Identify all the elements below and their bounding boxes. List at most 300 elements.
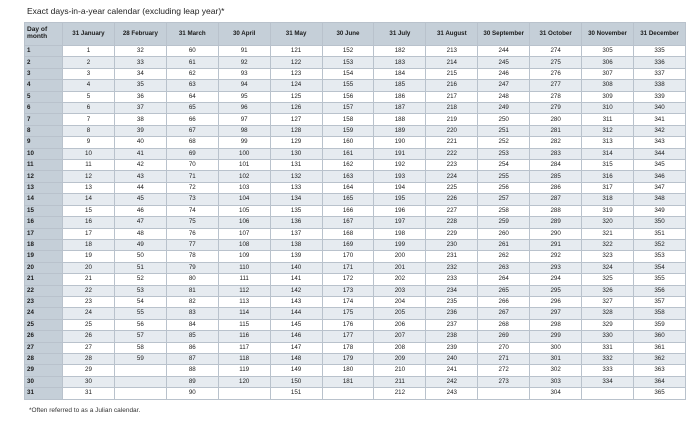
day-of-year-cell: 343 — [633, 137, 685, 148]
day-of-year-cell: 51 — [114, 262, 166, 273]
day-of-year-cell: 236 — [426, 308, 478, 319]
day-of-year-cell: 123 — [270, 68, 322, 79]
header-month-12: 31 December — [633, 23, 685, 46]
day-of-year-cell: 37 — [114, 103, 166, 114]
day-of-year-cell: 223 — [426, 160, 478, 171]
table-row — [25, 319, 686, 330]
day-of-year-cell: 283 — [530, 148, 582, 159]
day-of-year-cell: 166 — [322, 205, 374, 216]
day-of-year-cell: 124 — [270, 80, 322, 91]
day-of-year-cell: 60 — [166, 46, 218, 57]
day-of-year-cell: 105 — [218, 205, 270, 216]
header-day-of-month: Day of month — [25, 23, 63, 46]
table-row — [25, 251, 686, 262]
day-of-year-cell: 78 — [166, 251, 218, 262]
day-of-year-cell: 251 — [478, 125, 530, 136]
day-of-year-cell: 272 — [478, 365, 530, 376]
day-of-year-cell: 125 — [270, 91, 322, 102]
day-of-month-cell: 27 — [25, 342, 63, 353]
header-month-10: 31 October — [530, 23, 582, 46]
day-of-year-cell: 82 — [166, 296, 218, 307]
day-of-year-cell: 65 — [166, 103, 218, 114]
day-of-year-cell: 24 — [63, 308, 115, 319]
table-row — [25, 46, 686, 57]
day-of-year-cell: 327 — [582, 296, 634, 307]
day-of-year-cell: 305 — [582, 46, 634, 57]
table-row — [25, 217, 686, 228]
day-of-year-cell: 273 — [478, 376, 530, 387]
day-of-year-cell: 62 — [166, 68, 218, 79]
table-body — [25, 46, 686, 400]
day-of-year-cell: 329 — [582, 319, 634, 330]
day-of-year-cell: 291 — [530, 239, 582, 250]
calendar-title: Exact days-in-a-year calendar (excluding leap year)* — [27, 6, 225, 16]
day-of-year-cell: 203 — [374, 285, 426, 296]
day-of-year-cell: 149 — [270, 365, 322, 376]
day-of-month-cell: 17 — [25, 228, 63, 239]
day-of-year-cell: 301 — [530, 353, 582, 364]
day-of-year-cell: 20 — [63, 262, 115, 273]
day-of-year-cell: 317 — [582, 182, 634, 193]
day-of-year-cell: 131 — [270, 160, 322, 171]
day-of-year-cell: 216 — [426, 80, 478, 91]
day-of-year-cell: 186 — [374, 91, 426, 102]
day-of-year-cell: 270 — [478, 342, 530, 353]
day-of-year-cell: 113 — [218, 296, 270, 307]
day-of-year-cell: 164 — [322, 182, 374, 193]
day-of-year-cell — [582, 388, 634, 400]
day-of-year-cell: 77 — [166, 239, 218, 250]
day-of-year-cell: 180 — [322, 365, 374, 376]
day-of-year-cell: 274 — [530, 46, 582, 57]
day-of-year-cell: 44 — [114, 182, 166, 193]
day-of-year-cell: 252 — [478, 137, 530, 148]
day-of-year-cell: 315 — [582, 160, 634, 171]
day-of-year-cell: 268 — [478, 319, 530, 330]
day-of-year-cell: 346 — [633, 171, 685, 182]
day-of-year-cell: 17 — [63, 228, 115, 239]
day-of-month-cell: 25 — [25, 319, 63, 330]
day-of-year-cell: 233 — [426, 274, 478, 285]
day-of-year-cell: 297 — [530, 308, 582, 319]
day-of-year-cell: 351 — [633, 228, 685, 239]
day-of-year-cell: 229 — [426, 228, 478, 239]
table-row — [25, 228, 686, 239]
day-of-year-cell: 182 — [374, 46, 426, 57]
day-of-year-cell: 107 — [218, 228, 270, 239]
day-of-year-cell: 230 — [426, 239, 478, 250]
day-of-year-cell: 349 — [633, 205, 685, 216]
day-of-year-cell: 238 — [426, 331, 478, 342]
header-month-11: 30 November — [582, 23, 634, 46]
day-of-year-cell: 287 — [530, 194, 582, 205]
day-of-year-cell: 145 — [270, 319, 322, 330]
day-of-year-cell: 84 — [166, 319, 218, 330]
day-of-year-cell: 147 — [270, 342, 322, 353]
day-of-year-cell: 302 — [530, 365, 582, 376]
day-of-month-cell: 16 — [25, 217, 63, 228]
day-of-year-cell: 128 — [270, 125, 322, 136]
day-of-year-cell: 70 — [166, 160, 218, 171]
day-of-year-cell: 58 — [114, 342, 166, 353]
header-month-3: 31 March — [166, 23, 218, 46]
table-row — [25, 137, 686, 148]
day-of-year-cell: 260 — [478, 228, 530, 239]
day-of-year-cell: 204 — [374, 296, 426, 307]
day-of-year-cell — [114, 365, 166, 376]
day-of-year-cell: 355 — [633, 274, 685, 285]
day-of-year-cell: 319 — [582, 205, 634, 216]
day-of-year-cell: 172 — [322, 274, 374, 285]
day-of-year-cell: 61 — [166, 57, 218, 68]
day-of-year-cell: 234 — [426, 285, 478, 296]
table-row — [25, 80, 686, 91]
day-of-year-cell: 318 — [582, 194, 634, 205]
day-of-year-cell: 74 — [166, 205, 218, 216]
day-of-year-cell: 167 — [322, 217, 374, 228]
header-month-4: 30 April — [218, 23, 270, 46]
day-of-year-cell: 158 — [322, 114, 374, 125]
day-of-year-cell: 359 — [633, 319, 685, 330]
day-of-year-cell: 127 — [270, 114, 322, 125]
days-in-year-table — [24, 22, 686, 400]
day-of-year-cell: 162 — [322, 160, 374, 171]
header-month-5: 31 May — [270, 23, 322, 46]
day-of-year-cell: 94 — [218, 80, 270, 91]
day-of-year-cell: 102 — [218, 171, 270, 182]
day-of-year-cell: 282 — [530, 137, 582, 148]
day-of-year-cell: 198 — [374, 228, 426, 239]
table-row — [25, 160, 686, 171]
day-of-year-cell: 134 — [270, 194, 322, 205]
header-month-9: 30 September — [478, 23, 530, 46]
day-of-year-cell: 39 — [114, 125, 166, 136]
day-of-year-cell: 350 — [633, 217, 685, 228]
day-of-year-cell: 72 — [166, 182, 218, 193]
day-of-year-cell: 194 — [374, 182, 426, 193]
day-of-month-cell: 6 — [25, 103, 63, 114]
day-of-year-cell — [218, 388, 270, 400]
day-of-year-cell: 342 — [633, 125, 685, 136]
day-of-year-cell: 151 — [270, 388, 322, 400]
day-of-year-cell: 333 — [582, 365, 634, 376]
day-of-year-cell: 18 — [63, 239, 115, 250]
day-of-year-cell: 222 — [426, 148, 478, 159]
header-month-8: 31 August — [426, 23, 478, 46]
day-of-year-cell: 165 — [322, 194, 374, 205]
day-of-year-cell: 306 — [582, 57, 634, 68]
day-of-year-cell: 13 — [63, 182, 115, 193]
day-of-month-cell: 18 — [25, 239, 63, 250]
day-of-year-cell: 71 — [166, 171, 218, 182]
day-of-year-cell: 157 — [322, 103, 374, 114]
day-of-year-cell: 219 — [426, 114, 478, 125]
day-of-month-cell: 19 — [25, 251, 63, 262]
day-of-year-cell: 320 — [582, 217, 634, 228]
day-of-year-cell: 224 — [426, 171, 478, 182]
day-of-year-cell: 328 — [582, 308, 634, 319]
day-of-year-cell: 290 — [530, 228, 582, 239]
day-of-year-cell: 257 — [478, 194, 530, 205]
day-of-month-cell: 24 — [25, 308, 63, 319]
day-of-year-cell: 316 — [582, 171, 634, 182]
day-of-year-cell: 120 — [218, 376, 270, 387]
day-of-year-cell: 250 — [478, 114, 530, 125]
day-of-year-cell: 6 — [63, 103, 115, 114]
day-of-year-cell: 55 — [114, 308, 166, 319]
day-of-year-cell: 249 — [478, 103, 530, 114]
day-of-year-cell: 286 — [530, 182, 582, 193]
day-of-year-cell: 326 — [582, 285, 634, 296]
day-of-year-cell: 4 — [63, 80, 115, 91]
day-of-year-cell: 108 — [218, 239, 270, 250]
day-of-year-cell: 332 — [582, 353, 634, 364]
day-of-month-cell: 26 — [25, 331, 63, 342]
day-of-year-cell: 168 — [322, 228, 374, 239]
day-of-year-cell: 48 — [114, 228, 166, 239]
day-of-year-cell: 96 — [218, 103, 270, 114]
day-of-year-cell: 118 — [218, 353, 270, 364]
day-of-year-cell: 14 — [63, 194, 115, 205]
day-of-year-cell: 247 — [478, 80, 530, 91]
day-of-year-cell: 112 — [218, 285, 270, 296]
day-of-year-cell: 178 — [322, 342, 374, 353]
day-of-year-cell: 139 — [270, 251, 322, 262]
day-of-year-cell: 3 — [63, 68, 115, 79]
day-of-month-cell: 2 — [25, 57, 63, 68]
day-of-year-cell: 362 — [633, 353, 685, 364]
day-of-year-cell: 116 — [218, 331, 270, 342]
day-of-year-cell: 239 — [426, 342, 478, 353]
day-of-month-cell: 8 — [25, 125, 63, 136]
day-of-year-cell: 109 — [218, 251, 270, 262]
day-of-year-cell: 174 — [322, 296, 374, 307]
day-of-year-cell: 143 — [270, 296, 322, 307]
day-of-year-cell: 27 — [63, 342, 115, 353]
day-of-year-cell: 334 — [582, 376, 634, 387]
day-of-year-cell: 258 — [478, 205, 530, 216]
day-of-year-cell: 176 — [322, 319, 374, 330]
day-of-month-cell: 10 — [25, 148, 63, 159]
day-of-year-cell: 106 — [218, 217, 270, 228]
day-of-year-cell: 67 — [166, 125, 218, 136]
day-of-year-cell: 119 — [218, 365, 270, 376]
day-of-year-cell: 89 — [166, 376, 218, 387]
day-of-year-cell: 140 — [270, 262, 322, 273]
day-of-year-cell: 214 — [426, 57, 478, 68]
day-of-year-cell: 364 — [633, 376, 685, 387]
table-row — [25, 57, 686, 68]
day-of-year-cell: 141 — [270, 274, 322, 285]
day-of-year-cell: 53 — [114, 285, 166, 296]
day-of-year-cell: 217 — [426, 91, 478, 102]
day-of-year-cell: 76 — [166, 228, 218, 239]
day-of-year-cell: 144 — [270, 308, 322, 319]
day-of-year-cell: 36 — [114, 91, 166, 102]
day-of-year-cell: 110 — [218, 262, 270, 273]
day-of-month-cell: 28 — [25, 353, 63, 364]
table-row — [25, 171, 686, 182]
day-of-year-cell: 111 — [218, 274, 270, 285]
day-of-year-cell: 201 — [374, 262, 426, 273]
day-of-year-cell: 244 — [478, 46, 530, 57]
day-of-year-cell: 117 — [218, 342, 270, 353]
day-of-year-cell: 265 — [478, 285, 530, 296]
day-of-year-cell: 262 — [478, 251, 530, 262]
day-of-year-cell: 156 — [322, 91, 374, 102]
day-of-month-cell: 20 — [25, 262, 63, 273]
day-of-year-cell: 19 — [63, 251, 115, 262]
day-of-year-cell: 184 — [374, 68, 426, 79]
day-of-year-cell: 253 — [478, 148, 530, 159]
day-of-year-cell: 79 — [166, 262, 218, 273]
day-of-year-cell: 340 — [633, 103, 685, 114]
day-of-year-cell: 303 — [530, 376, 582, 387]
day-of-year-cell: 155 — [322, 80, 374, 91]
day-of-year-cell: 115 — [218, 319, 270, 330]
day-of-year-cell: 311 — [582, 114, 634, 125]
day-of-year-cell: 300 — [530, 342, 582, 353]
day-of-year-cell: 85 — [166, 331, 218, 342]
day-of-year-cell: 25 — [63, 319, 115, 330]
day-of-year-cell: 114 — [218, 308, 270, 319]
day-of-month-cell: 1 — [25, 46, 63, 57]
day-of-year-cell: 45 — [114, 194, 166, 205]
day-of-month-cell: 13 — [25, 182, 63, 193]
day-of-year-cell: 352 — [633, 239, 685, 250]
day-of-year-cell: 175 — [322, 308, 374, 319]
header-month-1: 31 January — [63, 23, 115, 46]
day-of-year-cell: 86 — [166, 342, 218, 353]
day-of-year-cell: 101 — [218, 160, 270, 171]
day-of-year-cell: 64 — [166, 91, 218, 102]
day-of-year-cell: 313 — [582, 137, 634, 148]
day-of-year-cell: 161 — [322, 148, 374, 159]
day-of-year-cell: 206 — [374, 319, 426, 330]
day-of-year-cell: 279 — [530, 103, 582, 114]
day-of-year-cell: 307 — [582, 68, 634, 79]
day-of-year-cell: 66 — [166, 114, 218, 125]
table-row — [25, 262, 686, 273]
day-of-year-cell: 28 — [63, 353, 115, 364]
day-of-year-cell: 132 — [270, 171, 322, 182]
calendar-table-container — [24, 22, 686, 400]
day-of-year-cell: 183 — [374, 57, 426, 68]
day-of-year-cell: 43 — [114, 171, 166, 182]
day-of-year-cell: 22 — [63, 285, 115, 296]
day-of-year-cell: 11 — [63, 160, 115, 171]
day-of-year-cell: 267 — [478, 308, 530, 319]
day-of-year-cell: 2 — [63, 57, 115, 68]
day-of-year-cell — [114, 388, 166, 400]
day-of-year-cell: 200 — [374, 251, 426, 262]
day-of-year-cell: 26 — [63, 331, 115, 342]
day-of-year-cell: 325 — [582, 274, 634, 285]
day-of-year-cell: 63 — [166, 80, 218, 91]
day-of-year-cell: 215 — [426, 68, 478, 79]
table-row — [25, 353, 686, 364]
day-of-year-cell: 41 — [114, 148, 166, 159]
day-of-year-cell: 181 — [322, 376, 374, 387]
day-of-year-cell: 49 — [114, 239, 166, 250]
day-of-year-cell: 21 — [63, 274, 115, 285]
day-of-year-cell: 142 — [270, 285, 322, 296]
day-of-year-cell: 321 — [582, 228, 634, 239]
day-of-year-cell: 304 — [530, 388, 582, 400]
day-of-year-cell: 243 — [426, 388, 478, 400]
day-of-year-cell: 314 — [582, 148, 634, 159]
day-of-year-cell: 99 — [218, 137, 270, 148]
day-of-month-cell: 7 — [25, 114, 63, 125]
day-of-year-cell: 98 — [218, 125, 270, 136]
day-of-year-cell: 294 — [530, 274, 582, 285]
day-of-year-cell: 246 — [478, 68, 530, 79]
day-of-month-cell: 12 — [25, 171, 63, 182]
day-of-year-cell: 163 — [322, 171, 374, 182]
day-of-year-cell: 80 — [166, 274, 218, 285]
day-of-year-cell: 213 — [426, 46, 478, 57]
day-of-year-cell: 150 — [270, 376, 322, 387]
day-of-year-cell: 276 — [530, 68, 582, 79]
day-of-year-cell: 179 — [322, 353, 374, 364]
day-of-year-cell: 275 — [530, 57, 582, 68]
day-of-year-cell: 16 — [63, 217, 115, 228]
table-row — [25, 331, 686, 342]
day-of-year-cell: 29 — [63, 365, 115, 376]
day-of-year-cell: 169 — [322, 239, 374, 250]
day-of-year-cell: 90 — [166, 388, 218, 400]
day-of-year-cell: 266 — [478, 296, 530, 307]
day-of-year-cell: 148 — [270, 353, 322, 364]
table-row — [25, 274, 686, 285]
table-row — [25, 296, 686, 307]
table-row — [25, 239, 686, 250]
day-of-year-cell: 335 — [633, 46, 685, 57]
day-of-year-cell: 188 — [374, 114, 426, 125]
day-of-year-cell: 295 — [530, 285, 582, 296]
day-of-year-cell: 7 — [63, 114, 115, 125]
table-row — [25, 376, 686, 387]
day-of-year-cell: 73 — [166, 194, 218, 205]
day-of-year-cell: 31 — [63, 388, 115, 400]
day-of-year-cell: 1 — [63, 46, 115, 57]
table-row — [25, 68, 686, 79]
day-of-year-cell: 187 — [374, 103, 426, 114]
day-of-year-cell: 15 — [63, 205, 115, 216]
day-of-year-cell: 38 — [114, 114, 166, 125]
day-of-year-cell: 104 — [218, 194, 270, 205]
day-of-year-cell: 208 — [374, 342, 426, 353]
day-of-year-cell: 185 — [374, 80, 426, 91]
day-of-year-cell: 34 — [114, 68, 166, 79]
day-of-year-cell: 57 — [114, 331, 166, 342]
day-of-year-cell: 93 — [218, 68, 270, 79]
day-of-month-cell: 4 — [25, 80, 63, 91]
day-of-year-cell: 47 — [114, 217, 166, 228]
day-of-year-cell: 205 — [374, 308, 426, 319]
day-of-year-cell: 193 — [374, 171, 426, 182]
day-of-year-cell: 330 — [582, 331, 634, 342]
day-of-year-cell: 339 — [633, 91, 685, 102]
day-of-year-cell: 240 — [426, 353, 478, 364]
day-of-month-cell: 31 — [25, 388, 63, 400]
day-of-year-cell: 293 — [530, 262, 582, 273]
day-of-year-cell: 207 — [374, 331, 426, 342]
day-of-year-cell: 59 — [114, 353, 166, 364]
day-of-year-cell: 211 — [374, 376, 426, 387]
day-of-year-cell: 281 — [530, 125, 582, 136]
day-of-year-cell: 171 — [322, 262, 374, 273]
